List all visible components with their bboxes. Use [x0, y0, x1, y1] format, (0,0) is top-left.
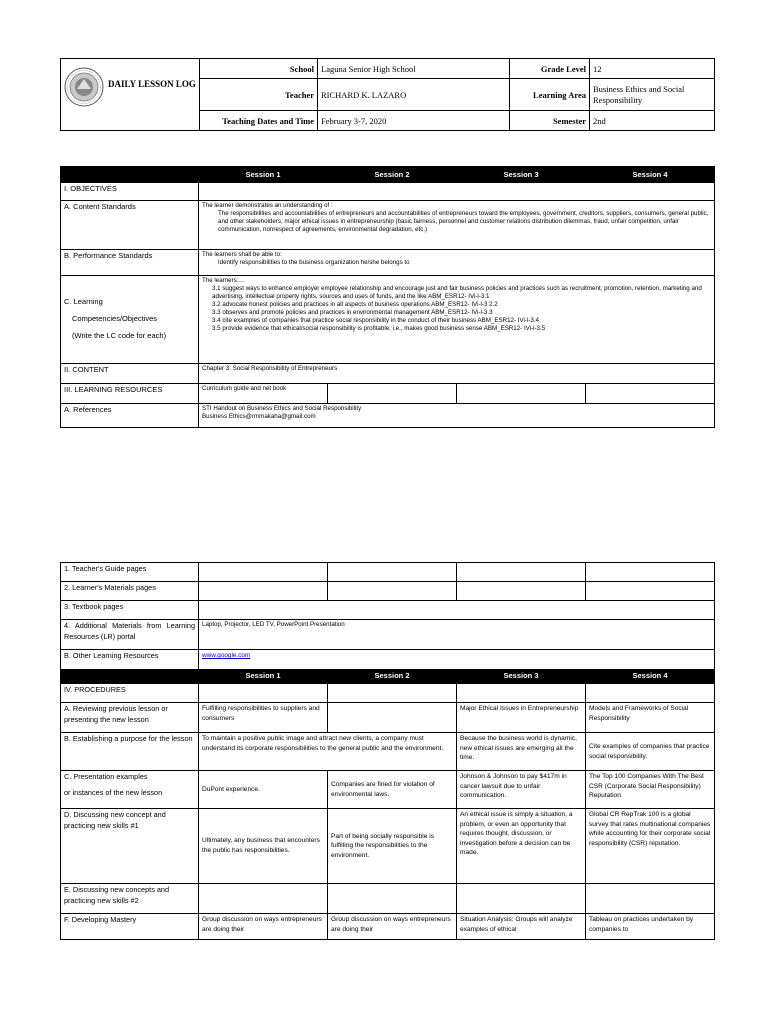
reviewing-s1: Fulfilling responsibilities to suppliers and consumers — [199, 703, 328, 733]
presentation-s4: The Top 100 Companies With The Best CSR (Corporate Social Responsibility) Reputation — [586, 771, 715, 809]
reference-1: STI Handout on Business Ethics and Social Responsibility — [202, 405, 362, 412]
session-2-header-2: Session 2 — [328, 670, 457, 684]
teachers-guide-s3 — [457, 563, 586, 582]
mastery-s3: Situation Analysis: Groups will analyze examples of ethical — [457, 914, 586, 940]
learners-materials-s4 — [586, 582, 715, 601]
discussing-2-s1 — [199, 884, 328, 914]
reference-2: Business Ethics@rmmakaha@gmail.com — [202, 413, 316, 421]
reviewing-s3: Major Ethical Issues in Entrepreneurship — [457, 703, 586, 733]
competency-3-5: 3.5 provide evidence that ethical/social responsibility is profitable, i.e., makes good business sense ABM_ESR12- IVi-l-3.5 — [212, 325, 546, 333]
presentation-label-line2: or instances of the new lesson — [64, 787, 163, 797]
learning-resources-s4 — [586, 384, 715, 404]
objectives-heading: I. OBJECTIVES — [61, 183, 199, 201]
competencies-value — [199, 276, 715, 364]
school-value: Laguna Senior High School — [318, 59, 510, 79]
learning-resources-label: III. LEARNING RESOURCES — [61, 384, 199, 404]
session-1-header: Session 1 — [199, 167, 328, 183]
performance-standards-intro: The learners shall be able to: — [202, 251, 282, 258]
competencies-label-line1: C. Learning — [64, 297, 103, 307]
learning-resources-s3 — [457, 384, 586, 404]
teachers-guide-s1 — [199, 563, 328, 582]
performance-standards-text: Identify responsibilities to the business organization he/she belongs to — [218, 259, 410, 267]
reviewing-s2 — [328, 703, 457, 733]
session-2-header: Session 2 — [328, 167, 457, 183]
procedures-s3 — [457, 684, 586, 703]
discussing-1-s3: An ethical issue is simply a situation, a problem, or even an opportunity that requires thought, discussion, or investigation before a decision can be made. — [457, 809, 586, 884]
discussing-1-s2: Part of being socially responsible is fulfilling the responsibilities to the environment. — [328, 809, 457, 884]
references-value — [199, 404, 715, 428]
teacher-value: RICHARD K. LAZARO — [318, 79, 510, 111]
learners-materials-label: 2. Learner's Materials pages — [61, 582, 199, 601]
additional-materials-label: 4. Additional Materials from Learning Resources (LR) portal — [61, 620, 199, 650]
objectives-blank — [199, 183, 715, 201]
header-table — [60, 58, 715, 131]
deped-seal-icon — [64, 67, 104, 107]
discussing-1-s1: Ultimately, any business that encounters the public has responsibilities. — [199, 809, 328, 884]
learners-materials-s1 — [199, 582, 328, 601]
dates-label: Teaching Dates and Time — [200, 111, 318, 131]
school-label: School — [200, 59, 318, 79]
procedures-s4 — [586, 684, 715, 703]
other-resources-label: B. Other Learning Resources — [61, 650, 199, 670]
discussing-1-label: D. Discussing new concept and practicing new skills #1 — [61, 809, 199, 884]
purpose-s4: Cite examples of companies that practice social responsibility. — [586, 733, 715, 771]
learners-materials-s2 — [328, 582, 457, 601]
discussing-2-s4 — [586, 884, 715, 914]
teachers-guide-label: 1. Teacher's Guide pages — [61, 563, 199, 582]
purpose-s12: To maintain a positive public image and attract new clients, a company must understand its corporate responsibilities to the general public and the environment. — [199, 733, 457, 771]
mastery-s1: Group discussion on ways entrepreneurs are doing their — [199, 914, 328, 940]
presentation-s2: Companies are fined for violation of environmental laws. — [328, 771, 457, 809]
session-3-header: Session 3 — [457, 167, 586, 183]
competencies-label-line2: Competencies/Objectives — [72, 314, 158, 324]
mastery-label: F. Developing Mastery — [61, 914, 199, 940]
discussing-2-s3 — [457, 884, 586, 914]
performance-standards-label: B. Performance Standards — [61, 250, 199, 276]
teacher-label: Teacher — [200, 79, 318, 111]
reviewing-label: A. Reviewing previous lesson or presenting the new lesson — [61, 703, 199, 733]
semester-label: Semester — [510, 111, 590, 131]
competencies-label — [61, 276, 199, 364]
learners-materials-s3 — [457, 582, 586, 601]
session-3-header-2: Session 3 — [457, 670, 586, 684]
procedures-s1 — [199, 684, 328, 703]
semester-value: 2nd — [590, 111, 715, 131]
additional-materials-value: Laptop, Projector, LED TV, PowerPoint Presentation — [199, 620, 715, 650]
procedures-table — [60, 562, 715, 940]
dates-value: February 3-7, 2020 — [318, 111, 510, 131]
presentation-label-line1: C. Presentation examples — [64, 772, 148, 781]
procedures-s2 — [328, 684, 457, 703]
presentation-s3: Johnson & Johnson to pay $417m in cancer lawsuit due to unfair communication. — [457, 771, 586, 809]
competency-3-3: 3.3 observes and promote policies and practices in environmental management ABM_ESR12- IVi-l-3.3 — [212, 309, 493, 317]
area-value: Business Ethics and Social Responsibility — [590, 79, 715, 111]
references-label: A. References — [61, 404, 199, 428]
session-1-header-2: Session 1 — [199, 670, 328, 684]
discussing-2-label: E. Discussing new concepts and practicing new skills #2 — [61, 884, 199, 914]
area-label: Learning Area — [510, 79, 590, 111]
competency-3-1: 3.1 suggest ways to enhance employer employee relationship and encourage just and fair business policies and practices such as recruitment, promotion, retention, marketing and advertising, intellectual property rights, sources and uses of funds, and the like ABM_ESR12- IVi-l-3.1 — [212, 285, 702, 301]
content-standards-intro: The learner demonstrates an understanding of : — [202, 202, 333, 209]
teachers-guide-s2 — [328, 563, 457, 582]
purpose-s3: Because the business world is dynamic, new ethical issues are emerging all the time. — [457, 733, 586, 771]
competencies-intro: The learners…. — [202, 277, 245, 284]
discussing-2-s2 — [328, 884, 457, 914]
session-header-blank-2 — [61, 670, 199, 684]
competency-3-4: 3.4 cite examples of companies that practice social responsibility in the conduct of their business ABM_ESR12- IVi-l-3.4 — [212, 317, 539, 325]
content-value: Chapter 3: Social Responsibility of Entrepreneurs — [199, 364, 715, 384]
objectives-table — [60, 166, 715, 428]
purpose-label: B. Establishing a purpose for the lesson — [61, 733, 199, 771]
competencies-label-line3: (Write the LC code for each) — [72, 330, 167, 340]
textbook-value — [199, 601, 715, 620]
mastery-s4: Tableau on practices undertaken by companies to — [586, 914, 715, 940]
session-4-header-2: Session 4 — [586, 670, 715, 684]
reviewing-s4: Models and Frameworks of Social Responsibility — [586, 703, 715, 733]
teachers-guide-s4 — [586, 563, 715, 582]
content-standards-text: The responsibilities and accountabilities of entrepreneurs and accountabilities of entrepreneurs toward the employees, government, creditors, suppliers, consumers, general public, and other stakeholders; major ethical issues in entrepreneurship (basic fairness, personnel and customer relations distribution dilemmas, fraud, unfair competition, unfair communication, nonrespect of agreements, environmental degradation, etc.) — [218, 210, 709, 234]
session-4-header: Session 4 — [586, 167, 715, 183]
procedures-heading: IV. PROCEDURES — [61, 684, 199, 703]
competency-3-2: 3.2 advocate honest policies and practices in all aspects of business operations ABM_ESR12- IVi-l-3 2.2 — [212, 301, 498, 309]
presentation-s1: DuPont experience. — [199, 771, 328, 809]
textbook-label: 3. Textbook pages — [61, 601, 199, 620]
other-resources-link[interactable]: www.google.com — [202, 652, 251, 659]
grade-label: Grade Level — [510, 59, 590, 79]
learning-resources-s2 — [328, 384, 457, 404]
content-label: II. CONTENT — [61, 364, 199, 384]
discussing-1-s4: Global CR RepTrak 100 is a global survey that rates multinational companies while accounting for their corporate social responsibility (CSR) reputation. — [586, 809, 715, 884]
dll-title: DAILY LESSON LOG — [108, 79, 196, 89]
session-header-blank — [61, 167, 199, 183]
logo-cell — [61, 59, 200, 131]
content-standards-value — [199, 201, 715, 250]
mastery-s2: Group discussion on ways entrepreneurs are doing their — [328, 914, 457, 940]
learning-resources-value: Curriculum guide and net book — [199, 384, 328, 404]
grade-value: 12 — [590, 59, 715, 79]
presentation-label — [61, 771, 199, 809]
content-standards-label: A. Content Standards — [61, 201, 199, 250]
performance-standards-value — [199, 250, 715, 276]
